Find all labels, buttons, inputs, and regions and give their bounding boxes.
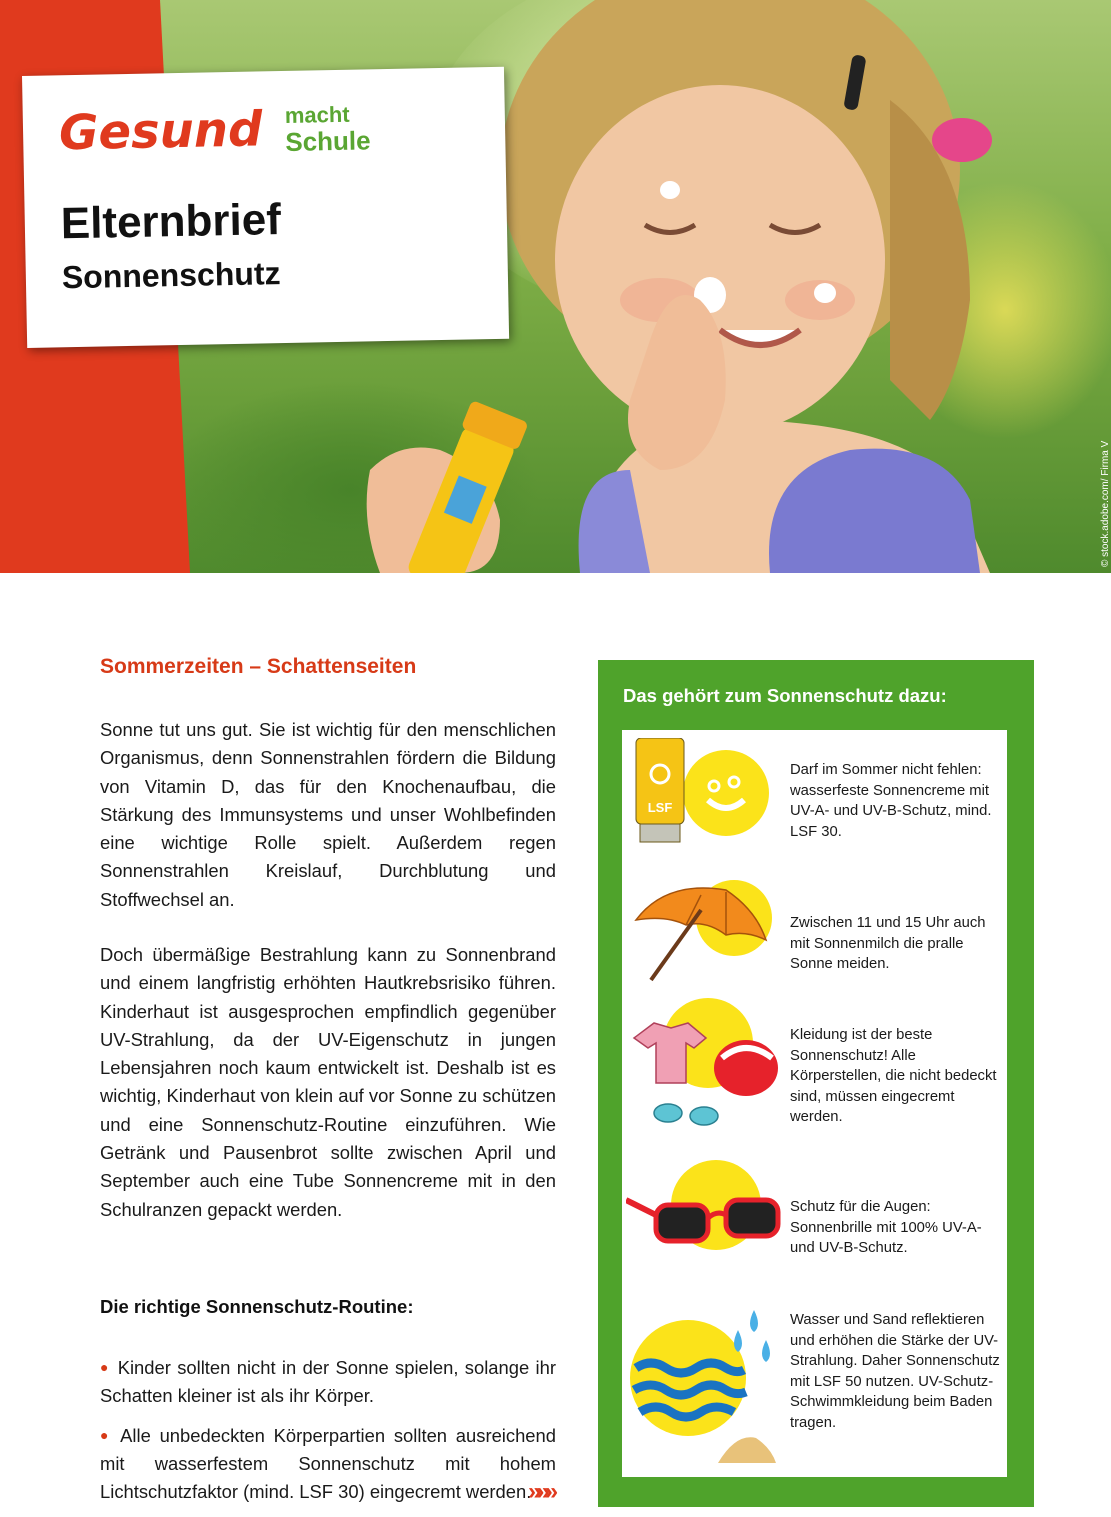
tip-sunglasses: Schutz für die Augen: Sonnenbrille mit 100% UV-A- und UV-B-Schutz. [790,1199,982,1256]
gesund-macht-schule-logo [58,101,371,175]
svg-text:LSF: LSF [647,800,673,815]
page-subtitle: Sonnenschutz [61,255,281,296]
routine-heading: Die richtige Sonnenschutz-Routine: [100,1296,414,1317]
sunglasses-icon [626,1160,796,1270]
clothing-icon [626,998,786,1138]
bullet-icon: ● [100,1426,113,1443]
tip-shade: Zwischen 11 und 15 Uhr auch mit Sonnenmilch die pralle Sonne meiden. [790,915,986,972]
box-title: Das gehört zum Sonnenschutz dazu: [623,685,947,706]
photo-credit: © stock.adobe.com/ Firma V [1100,440,1111,567]
section-title: Sommerzeiten – Schattenseiten [100,655,417,678]
bullet-icon: ● [100,1359,110,1375]
continue-arrows-icon: »»» [528,1478,554,1505]
list-item-text: Alle unbedeckten Körperpartien sollten ausreichend mit wasserfestem Sonnenschutz mit hohem Lichtschutzfaktor (mind. LSF 30) eingecremt werden. [100,1424,556,1503]
sunscreen-tube-icon [626,738,786,848]
routine-list [100,1353,556,1516]
paragraph-risk: Doch übermäßige Bestrahlung kann zu Sonnenbrand und einem langfristig erhöhten Hautkrebsrisiko führen. Kinderhaut ist ausgesprochen empfindlich gegenüber UV-Strahlung, da der UV-Eigenschutz in jungen Lebensjahren noch kaum entwickelt ist. Deshalb ist es wichtig, Kinderhaut von klein auf vor Sonne zu schützen und eine Sonnenschutz-Routine einzuführen. Wie Getränk und Pausenbrot sollte zwischen April und September auch eine Tube Sonnencreme mit in den Schulranzen gepackt werden. [100,944,556,1220]
list-item-text: Kinder sollten nicht in der Sonne spielen, solange ihr Schatten kleiner ist als ihr Körper. [100,1357,556,1407]
logo-macht: macht [284,101,350,128]
water-sand-icon [626,1298,786,1468]
tip-sunscreen: Darf im Sommer nicht fehlen: wasserfeste Sonnencreme mit UV-A- und UV-B-Schutz, mind. LSF 30. [790,762,992,840]
logo-schule: Schule [285,125,371,157]
sun-protection-box [598,660,1034,1507]
tip-clothing: Kleidung ist der beste Sonnenschutz! Alle Körperstellen, die nicht bedeckt sind, müssen eingecremt werden. [790,1027,997,1125]
tip-water-sand: Wasser und Sand reflektieren und erhöhen die Stärke der UV-Strahlung. Daher Sonnenschutz mit LSF 50 nutzen. UV-Schutz-Schwimmkleidung beim Baden tragen. [790,1312,1000,1431]
list-item [100,1353,556,1411]
umbrella-icon [626,880,786,990]
logo-gesund: Gesund [58,101,263,162]
page-title: Elternbrief [60,195,282,249]
hero-photo [0,0,1111,573]
paragraph-intro: Sonne tut uns gut. Sie ist wichtig für den menschlichen Organismus, denn Sonnenstrahlen fördern die Bildung von Vitamin D, das für den Knochenaufbau, die Stärkung des Immunsystems und unser Wohlbefinden eine wichtige Rolle spielt. Außerdem regen Sonnenstrahlen Kreislauf, Durchblutung und Stoffwechsel an. [100,719,556,910]
list-item [100,1421,556,1507]
title-card [22,67,509,348]
tips-panel [622,730,1007,1477]
